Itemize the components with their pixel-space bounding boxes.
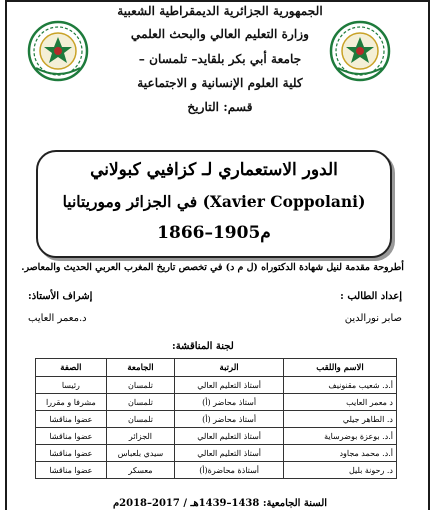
col-header-rank: الرتبة — [175, 359, 284, 377]
supervisor-name: د.معمر العايب — [28, 313, 87, 324]
member-name: د. رحونة بليل — [284, 462, 397, 479]
header-department: قسم: التاريخ — [187, 100, 253, 114]
thesis-title-line1: الدور الاستعماري لـ كزافيي كبولاني — [90, 160, 338, 180]
committee-title: لجنة المناقشة: — [172, 341, 234, 352]
member-role: عضوا مناقشا — [36, 445, 107, 462]
member-role: عضوا مناقشا — [36, 411, 107, 428]
thesis-title-dates: 1866–1905م — [157, 223, 271, 243]
col-header-name: الاسم واللقب — [284, 359, 397, 377]
member-name: أ.د. محمد مجاود — [284, 445, 397, 462]
member-rank: أستاذ التعليم العالي — [175, 445, 284, 462]
header-republic: الجمهورية الجزائرية الديمقراطية الشعبية — [117, 4, 323, 18]
university-emblem-left — [27, 20, 89, 82]
member-rank: أستاذ محاضر (أ) — [175, 411, 284, 428]
col-header-role: الصفة — [36, 359, 107, 377]
table-row — [36, 394, 397, 411]
member-name: د معمر العايب — [284, 394, 397, 411]
page-border-left — [5, 0, 7, 510]
member-name: د. الطاهر جيلي — [284, 411, 397, 428]
member-rank: أستاذ التعليم العالي — [175, 377, 284, 394]
table-row — [36, 411, 397, 428]
committee-table — [35, 358, 397, 479]
thesis-title-box — [36, 150, 392, 258]
table-row — [36, 377, 397, 394]
member-name: أ.د. شعيب مقنونيف — [284, 377, 397, 394]
member-university: سيدي بلعباس — [106, 445, 174, 462]
col-header-university: الجامعة — [106, 359, 174, 377]
academic-year: السنة الجامعية: 1438–1439هـ / 2017–2018م — [112, 498, 328, 509]
member-role: عضوا مناقشا — [36, 462, 107, 479]
header-faculty: كلية العلوم الإنسانية و الاجتماعية — [137, 76, 303, 90]
committee-header-row — [36, 359, 397, 377]
member-rank: أستاذ محاضر (أ) — [175, 394, 284, 411]
table-row — [36, 428, 397, 445]
member-rank: أستاذة محاضرة(أ) — [175, 462, 284, 479]
page-border-top — [5, 0, 430, 2]
member-university: الجزائر — [106, 428, 174, 445]
member-name: أ.د. بوعزة بوضرساية — [284, 428, 397, 445]
member-role: رئيسا — [36, 377, 107, 394]
student-label: إعداد الطالب : — [340, 291, 402, 302]
supervisor-label: إشراف الأستاذ: — [28, 291, 93, 302]
thesis-title-line2: (Xavier Coppolani) في الجزائر وموريتانيا — [62, 192, 366, 211]
member-role: عضوا مناقشا — [36, 428, 107, 445]
header-university: جامعة أبي بكر بلقايد– تلمسان – — [138, 52, 302, 66]
member-university: تلمسان — [106, 411, 174, 428]
table-row — [36, 445, 397, 462]
member-university: معسكر — [106, 462, 174, 479]
member-role: مشرفا و مقررا — [36, 394, 107, 411]
table-row — [36, 462, 397, 479]
thesis-description: أطروحة مقدمة لنيل شهادة الدكتوراه (ل م د) في تخصص تاريخ المغرب العربي الحديث والمعاصر. — [21, 262, 404, 273]
member-rank: أستاذ التعليم العالي — [175, 428, 284, 445]
header-ministry: وزارة التعليم العالي والبحث العلمي — [130, 27, 310, 41]
student-name: صابر نورالدين — [344, 313, 402, 324]
member-university: تلمسان — [106, 394, 174, 411]
member-university: تلمسان — [106, 377, 174, 394]
